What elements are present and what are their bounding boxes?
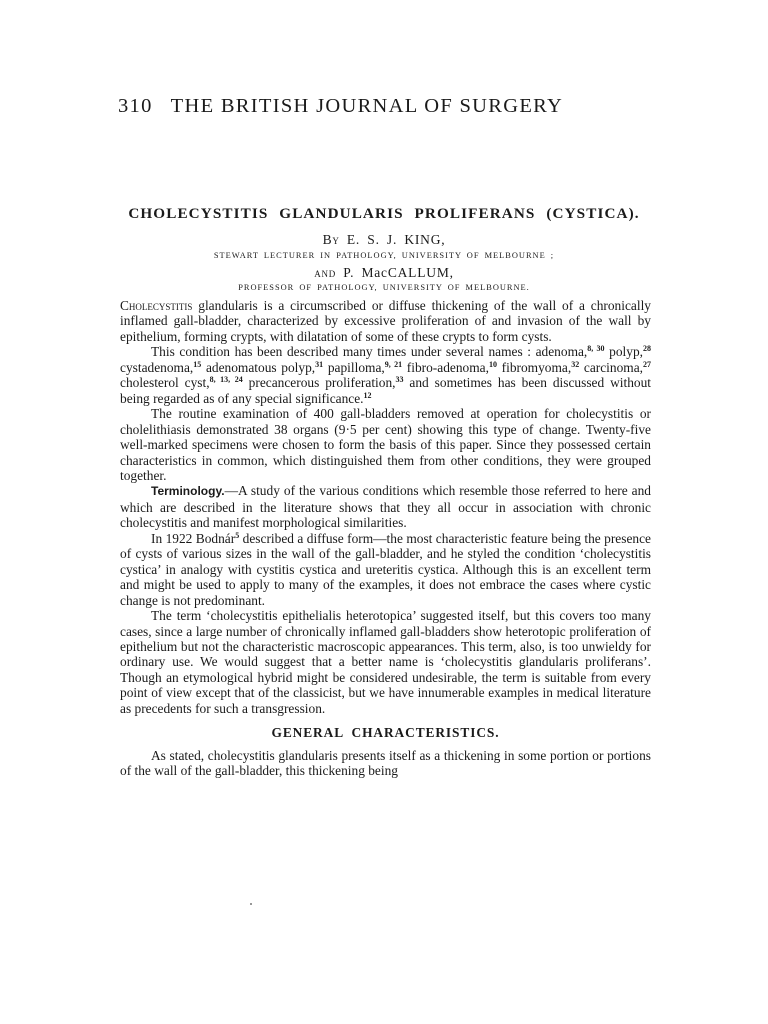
author-name: P. MacCALLUM, <box>343 265 454 280</box>
citation-ref: 15 <box>193 359 202 369</box>
citation-ref: 33 <box>395 375 404 385</box>
article-body <box>120 298 651 779</box>
citation-ref: 31 <box>315 359 324 369</box>
paragraph: The routine examination of 400 gall-bladders removed at operation for cholecystitis or cholelithiasis demonstrated 38 organs (9·5 per cent) showing this type of change. Twenty-five well-marked specimens were chosen to form the basis of this paper. Since they possessed certain characteristics in common, which distinguished them from other conditions, they were grouped together. <box>120 406 651 483</box>
author-prefix: By <box>322 232 340 247</box>
author-name: E. S. J. KING, <box>346 232 446 247</box>
author-line-1 <box>0 232 768 248</box>
page-number: 310 <box>118 95 153 117</box>
citation-ref: 5 <box>235 530 240 540</box>
paragraph: This condition has been described many times under several names : adenoma,$^{8, 30}$ polyp,$^{28}$ cystadenoma,$^{15}$ adenomatous polyp,$^{31}$ papilloma,$^{9, 21}$ fibro-adenoma,$^{10}$ fibromyoma,$^{32}$ carcinoma,$^{27}$ cholesterol cyst,$^{8, 13, 24}$ precancerous proliferation,$^{33}$ and sometimes has been discussed without being regarded as of any special significance.$^{12}$ <box>120 344 652 406</box>
author-affiliation-2: PROFESSOR OF PATHOLOGY, UNIVERSITY OF MELBOURNE. <box>238 283 530 292</box>
section-heading: GENERAL CHARACTERISTICS. <box>271 725 500 741</box>
paragraph: The term ‘cholecystitis epithelialis heterotopica’ suggested itself, but this covers too many cases, since a large number of chronically inflamed gall-bladders show heterotopic proliferation of epithelium but not the characteristic macroscopic appearances. This term, also, is too unwieldy for ordinary use. We would suggest that a better name is ‘cholecystitis glandularis proliferans’. Though an etymological hybrid might be considered undesirable, the term is suitable from every point of view except that of the classicist, but we have innumerable examples in medical literature as precedents for such a transgression. <box>120 608 651 716</box>
citation-ref: 12 <box>363 390 372 400</box>
journal-title: THE BRITISH JOURNAL OF SURGERY <box>170 95 564 117</box>
citation-ref: 8, 30 <box>587 344 605 354</box>
paragraph: Terminology.—A study of the various conditions which resemble those referred to here and which are described in the literature shows that they all occur in association with chronic cholecystitis and manifest morphological similarities. <box>120 483 651 531</box>
citation-ref: 8, 13, 24 <box>209 375 243 385</box>
citation-ref: 27 <box>643 359 651 369</box>
author-line-2 <box>0 265 768 281</box>
running-head <box>118 95 598 118</box>
paragraph: In 1922 Bodnár$^5$ described a diffuse form—the most characteristic feature being the presence of cysts of various sizes in the wall of the gall-bladder, and he styled the condition ‘cholecystitis cystica’ in analogy with cystitis cystica and ureteritis cystica. Although this is an excellent term and might be used to apply to many of the examples, it does not embrace the cases where cystic change is not predominant. <box>120 530 651 608</box>
lead-word: Cholecystitis <box>120 298 193 313</box>
paragraph: As stated, cholecystitis glandularis presents itself as a thickening in some portion or portions of the wall of the gall-bladder, this thickening being <box>120 747 651 779</box>
paragraph: Cholecystitis glandularis is a circumscribed or diffuse thickening of the wall of a chronically inflamed gall-bladder, characterized by excessive proliferation of and invasion of the wall by epithelium, forming crypts, with dilatation of some of these crypts to form cysts. <box>120 298 651 344</box>
scan-speck <box>250 903 252 905</box>
citation-ref: 28 <box>643 344 652 354</box>
citation-ref: 10 <box>488 359 497 369</box>
citation-ref: 32 <box>571 359 580 369</box>
citation-ref: 9, 21 <box>384 359 403 369</box>
article-title: CHOLECYSTITIS GLANDULARIS PROLIFERANS (CYSTICA). <box>128 205 640 222</box>
author-affiliation-1: STEWART LECTURER IN PATHOLOGY, UNIVERSITY OF MELBOURNE ; <box>213 251 555 260</box>
run-in-heading: Terminology. <box>151 484 225 499</box>
author-prefix: and <box>314 265 337 280</box>
